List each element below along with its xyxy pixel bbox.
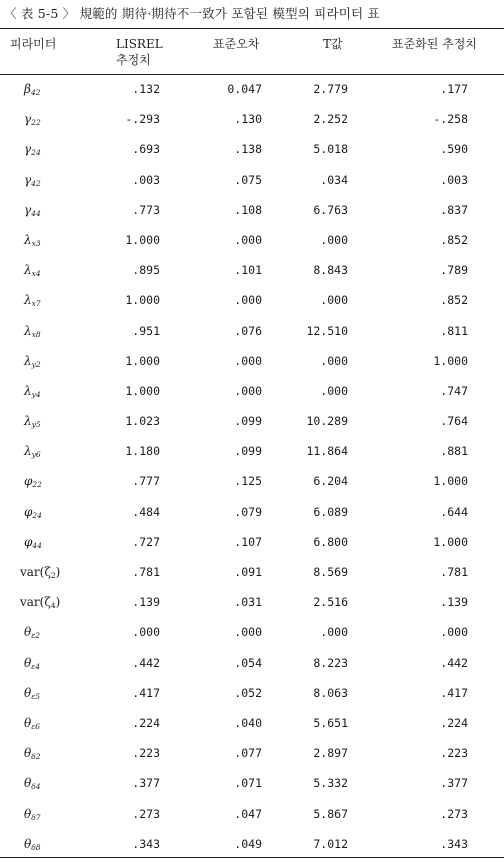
- t-value-cell: 8.569: [313, 565, 348, 579]
- header-parameter: 피라미터: [10, 37, 57, 51]
- parameter-symbol: $\lambda_{x4}$: [24, 263, 41, 279]
- standard-error-cell: .071: [234, 776, 262, 791]
- standardized-estimate-cell: .000: [440, 625, 468, 640]
- parameter-symbol: $\gamma_{42}$: [24, 172, 41, 188]
- t-value-cell: 2.516: [313, 595, 348, 610]
- table-row: [0, 527, 504, 557]
- parameter-symbol: $\theta_{\varepsilon 4}$: [24, 655, 41, 671]
- standard-error-cell: .054: [234, 655, 262, 670]
- lisrel-estimate-cell: .224: [132, 715, 160, 730]
- bottom-rule: [0, 857, 504, 858]
- lisrel-estimate-cell: .003: [132, 172, 160, 187]
- standardized-estimate-cell: .177: [440, 82, 468, 96]
- table-row: [0, 165, 504, 195]
- lisrel-estimate-cell: .693: [132, 142, 160, 157]
- parameter-symbol: $\lambda_{y4}$: [24, 383, 41, 399]
- table-row: [0, 285, 504, 315]
- lisrel-estimate-cell: .895: [132, 263, 160, 278]
- lisrel-estimate-cell: .343: [132, 836, 160, 851]
- standard-error-cell: .049: [234, 836, 262, 851]
- parameter-symbol: $\varphi_{24}$: [24, 504, 42, 520]
- standardized-estimate-cell: .139: [440, 595, 468, 610]
- table-row: [0, 74, 504, 104]
- lisrel-estimate-cell: .000: [132, 625, 160, 640]
- standard-error-cell: .076: [234, 323, 262, 338]
- standardized-estimate-cell: .811: [440, 323, 468, 338]
- t-value-cell: .000: [320, 293, 348, 308]
- table-row: [0, 587, 504, 617]
- standardized-estimate-cell: .417: [440, 685, 468, 700]
- standard-error-cell: .079: [234, 504, 262, 519]
- standard-error-cell: .107: [234, 534, 262, 549]
- t-value-cell: 2.252: [313, 112, 348, 127]
- standardized-estimate-cell: .224: [440, 715, 468, 730]
- standardized-estimate-cell: .273: [440, 806, 468, 821]
- parameter-symbol: $\theta_{\varepsilon 5}$: [24, 685, 41, 701]
- parameter-symbol: $\theta_{\delta 4}$: [24, 776, 41, 792]
- standardized-estimate-cell: .377: [440, 776, 468, 791]
- standardized-estimate-cell: .747: [440, 383, 468, 398]
- parameter-symbol: $\gamma_{44}$: [24, 202, 41, 218]
- t-value-cell: .000: [320, 353, 348, 368]
- standard-error-cell: .000: [234, 383, 262, 398]
- table-row: [0, 648, 504, 678]
- standard-error-cell: .000: [234, 625, 262, 640]
- standardized-estimate-cell: -.258: [433, 112, 468, 127]
- t-value-cell: 10.289: [306, 414, 348, 429]
- t-value-cell: .000: [320, 625, 348, 640]
- standardized-estimate-cell: .852: [440, 232, 468, 247]
- top-rule: [0, 28, 504, 29]
- table-row: [0, 466, 504, 496]
- lisrel-estimate-cell: 1.000: [125, 383, 160, 398]
- header-lisrel-line1: LISREL: [116, 37, 163, 51]
- lisrel-estimate-cell: .727: [132, 534, 160, 549]
- t-value-cell: 5.018: [313, 142, 348, 157]
- standardized-estimate-cell: 1.000: [433, 534, 468, 549]
- t-value-cell: 12.510: [306, 323, 348, 338]
- standardized-estimate-cell: .590: [440, 142, 468, 157]
- parameter-table: [0, 74, 504, 859]
- parameter-symbol: $\lambda_{y6}$: [24, 444, 41, 460]
- parameter-symbol: $\lambda_{x7}$: [24, 293, 41, 309]
- standard-error-cell: .108: [234, 202, 262, 217]
- lisrel-estimate-cell: 1.023: [125, 414, 160, 429]
- lisrel-estimate-cell: -.293: [125, 112, 160, 127]
- table-row: [0, 195, 504, 225]
- parameter-symbol: $\lambda_{x3}$: [24, 232, 41, 248]
- header-lisrel-line2: 추정치: [116, 53, 151, 67]
- standard-error-cell: .031: [234, 595, 262, 610]
- t-value-cell: 5.651: [313, 715, 348, 730]
- parameter-symbol: $\lambda_{x8}$: [24, 323, 41, 339]
- standard-error-cell: .052: [234, 685, 262, 700]
- lisrel-estimate-cell: .484: [132, 504, 160, 519]
- parameter-symbol: $\theta_{\delta 8}$: [24, 836, 41, 852]
- t-value-cell: 6.800: [313, 534, 348, 549]
- standardized-estimate-cell: .644: [440, 504, 468, 519]
- t-value-cell: .000: [320, 383, 348, 398]
- table-row: [0, 104, 504, 134]
- table-row: [0, 708, 504, 738]
- standardized-estimate-cell: .442: [440, 655, 468, 670]
- table-row: [0, 225, 504, 255]
- standardized-estimate-cell: 1.000: [433, 474, 468, 489]
- standard-error-cell: 0.047: [227, 82, 262, 96]
- table-caption: 〈 表 5-5 〉 規範的 期待·期待不一致가 포함된 模型의 피라미터 표: [4, 6, 380, 21]
- table-row: [0, 406, 504, 436]
- standard-error-cell: .099: [234, 444, 262, 459]
- lisrel-estimate-cell: .132: [132, 82, 160, 96]
- t-value-cell: 2.897: [313, 746, 348, 761]
- lisrel-estimate-cell: .777: [132, 474, 160, 489]
- standard-error-cell: .047: [234, 806, 262, 821]
- lisrel-estimate-cell: .139: [132, 595, 160, 610]
- lisrel-estimate-cell: .773: [132, 202, 160, 217]
- table-row: [0, 738, 504, 768]
- standard-error-cell: .000: [234, 353, 262, 368]
- t-value-cell: 7.012: [313, 836, 348, 851]
- standardized-estimate-cell: .837: [440, 202, 468, 217]
- lisrel-estimate-cell: 1.000: [125, 293, 160, 308]
- lisrel-estimate-cell: .377: [132, 776, 160, 791]
- t-value-cell: 6.204: [313, 474, 348, 489]
- parameter-symbol: $\gamma_{22}$: [24, 112, 41, 128]
- t-value-cell: 5.867: [313, 806, 348, 821]
- standardized-estimate-cell: .781: [440, 565, 468, 579]
- t-value-cell: 8.843: [313, 263, 348, 278]
- lisrel-estimate-cell: .417: [132, 685, 160, 700]
- parameter-symbol: $var(\zeta_4)$: [20, 595, 61, 611]
- table-row: [0, 617, 504, 647]
- header-standardized-estimate: 표준화된 추정치: [392, 37, 477, 51]
- table-row: [0, 799, 504, 829]
- header-t-value: T값: [323, 37, 343, 51]
- table-row: [0, 557, 504, 587]
- parameter-symbol: $\lambda_{y2}$: [24, 353, 41, 369]
- standardized-estimate-cell: .789: [440, 263, 468, 278]
- parameter-symbol: $\theta_{\varepsilon 6}$: [24, 715, 41, 731]
- table-row: [0, 678, 504, 708]
- standardized-estimate-cell: .881: [440, 444, 468, 459]
- t-value-cell: 6.089: [313, 504, 348, 519]
- t-value-cell: 8.063: [313, 685, 348, 700]
- table-row: [0, 134, 504, 164]
- parameter-symbol: $\theta_{\varepsilon 2}$: [24, 625, 41, 641]
- t-value-cell: 11.864: [306, 444, 348, 459]
- standard-error-cell: .000: [234, 293, 262, 308]
- standardized-estimate-cell: .852: [440, 293, 468, 308]
- t-value-cell: 2.779: [313, 82, 348, 96]
- standard-error-cell: .091: [234, 565, 262, 579]
- standardized-estimate-cell: .223: [440, 746, 468, 761]
- lisrel-estimate-cell: .223: [132, 746, 160, 761]
- lisrel-estimate-cell: 1.000: [125, 232, 160, 247]
- t-value-cell: 6.763: [313, 202, 348, 217]
- standard-error-cell: .101: [234, 263, 262, 278]
- lisrel-estimate-cell: 1.180: [125, 444, 160, 459]
- lisrel-estimate-cell: 1.000: [125, 353, 160, 368]
- t-value-cell: 8.223: [313, 655, 348, 670]
- lisrel-estimate-cell: .442: [132, 655, 160, 670]
- standardized-estimate-cell: .003: [440, 172, 468, 187]
- standardized-estimate-cell: .764: [440, 414, 468, 429]
- standard-error-cell: .075: [234, 172, 262, 187]
- header-lisrel: [116, 36, 163, 68]
- table-row: [0, 436, 504, 466]
- parameter-symbol: $\lambda_{y5}$: [24, 414, 41, 430]
- standard-error-cell: .077: [234, 746, 262, 761]
- parameter-symbol: $\varphi_{44}$: [24, 534, 42, 550]
- header-standard-error: 표준오차: [213, 37, 260, 51]
- parameter-symbol: $\gamma_{24}$: [24, 142, 41, 158]
- parameter-symbol: $\varphi_{22}$: [24, 474, 42, 490]
- table-row: [0, 255, 504, 285]
- parameter-symbol: $var(\zeta_2)$: [20, 565, 61, 580]
- table-row: [0, 316, 504, 346]
- table-row: [0, 346, 504, 376]
- t-value-cell: 5.332: [313, 776, 348, 791]
- parameter-symbol: $\beta_{42}$: [24, 82, 41, 97]
- table-row: [0, 768, 504, 798]
- standard-error-cell: .130: [234, 112, 262, 127]
- standard-error-cell: .125: [234, 474, 262, 489]
- lisrel-estimate-cell: .951: [132, 323, 160, 338]
- lisrel-estimate-cell: .273: [132, 806, 160, 821]
- parameter-symbol: $\theta_{\delta 7}$: [24, 806, 41, 822]
- standard-error-cell: .040: [234, 715, 262, 730]
- parameter-symbol: $\theta_{\delta 2}$: [24, 746, 41, 762]
- lisrel-estimate-cell: .781: [132, 565, 160, 579]
- t-value-cell: .034: [320, 172, 348, 187]
- standardized-estimate-cell: 1.000: [433, 353, 468, 368]
- standard-error-cell: .138: [234, 142, 262, 157]
- standard-error-cell: .099: [234, 414, 262, 429]
- standardized-estimate-cell: .343: [440, 836, 468, 851]
- t-value-cell: .000: [320, 232, 348, 247]
- standard-error-cell: .000: [234, 232, 262, 247]
- table-row: [0, 376, 504, 406]
- table-row: [0, 829, 504, 859]
- table-row: [0, 497, 504, 527]
